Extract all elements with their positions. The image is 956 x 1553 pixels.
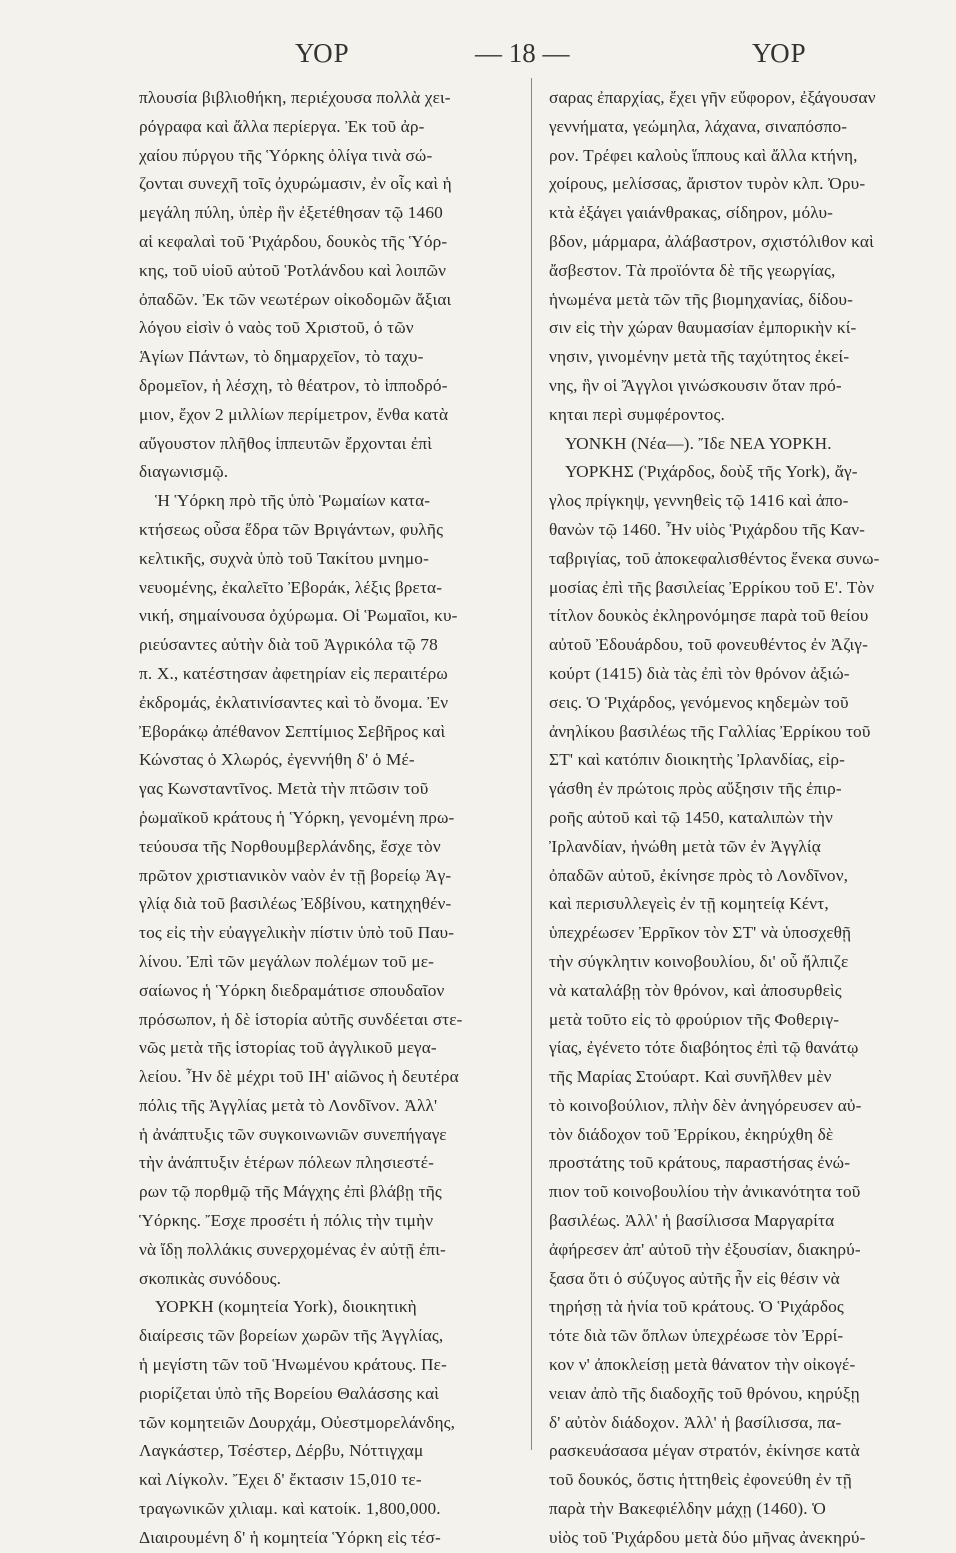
text-line: ἀφήρεσεν ἀπ' αὐτοῦ τὴν ἐξουσίαν, διακηρύ- (549, 1239, 861, 1259)
text-line: νευομένης, ἐκαλεῖτο Ἐβοράκ, λέξις βρετα- (139, 577, 443, 597)
text-line: χοίρους, μελίσσας, ἄριστον τυρὸν κλπ. Ὀρυ- (549, 174, 866, 194)
text-line: ῥωμαϊκοῦ κράτους ἡ Ὑόρκη, γενομένη πρω- (139, 807, 455, 827)
text-line: ἡνωμένα μετὰ τῶν τῆς βιομηχανίας, δίδου- (549, 289, 853, 309)
text-line: τότε διὰ τῶν ὅπλων ὑπεχρέωσε τὸν Ἐρρί- (549, 1326, 844, 1346)
text-line: αὐτοῦ Ἐδουάρδου, τοῦ φονευθέντος ἐν Ἀζιγ- (549, 635, 868, 655)
text-line: τηρήσῃ τὰ ἡνία τοῦ κράτους. Ὁ Ῥιχάρδος (549, 1297, 844, 1317)
text-line: καὶ Λίγκολν. Ἔχει δ' ἔκτασιν 15,010 τε- (139, 1470, 422, 1490)
text-line: ὀπαδῶν. Ἐκ τῶν νεωτέρων οἰκοδομῶν ἄξιαι (139, 289, 452, 309)
text-line: ρον. Τρέφει καλοὺς ἵππους καὶ ἄλλα κτήνη, (549, 145, 858, 165)
text-line: ΥΟΡΚΗΣ (Ῥιχάρδος, δοὺξ τῆς York), ἄγ- (565, 462, 858, 482)
text-line: ρων τῷ πορθμῷ τῆς Μάγχης ἐπὶ βλάβῃ τῆς (139, 1182, 442, 1202)
text-line: Ὑόρκης. Ἔσχε προσέτι ἡ πόλις τὴν τιμὴν (139, 1211, 434, 1231)
text-line: μεγάλη πύλη, ὑπὲρ ἣν ἐξετέθησαν τῷ 1460 (139, 203, 443, 223)
text-line: Διαιρουμένη δ' ἡ κομητεία Ὑόρκη εἰς τέσ- (139, 1527, 441, 1547)
text-line: καὶ περισυλλεγεὶς ἐν τῇ κομητείᾳ Κέντ, (549, 894, 829, 914)
text-line: διαγωνισμῷ. (139, 462, 229, 482)
text-line: ἄσβεστον. Τὰ προϊόντα δὲ τῆς γεωργίας, (549, 260, 836, 280)
text-line: ἡ μεγίστη τῶν τοῦ Ἡνωμένου κράτους. Πε- (139, 1355, 447, 1375)
text-line: τῆς Μαρίας Στούαρτ. Καὶ συνῆλθεν μὲν (549, 1067, 832, 1087)
text-line: τὸν διάδοχον τοῦ Ἐρρίκου, ἐκηρύχθη δὲ (549, 1124, 834, 1144)
text-line: Κώνστας ὁ Χλωρός, ἐγεννήθη δ' ὁ Μέ- (139, 750, 415, 770)
text-line: ὀπαδῶν αὐτοῦ, ἐκίνησε πρὸς τὸ Λονδῖνον, (549, 865, 849, 885)
text-line: θανὼν τῷ 1460. Ἦν υἱὸς Ῥιχάρδου τῆς Καν- (549, 519, 866, 539)
text-line: τραγωνικῶν χιλιαμ. καὶ κατοίκ. 1,800,000. (139, 1499, 441, 1519)
text-line: ΥΟΝΚΗ (Νέα—). Ἴδε ΝΕΑ ΥΟΡΚΗ. (565, 433, 832, 453)
text-line: γάσθη ἐν πρώτοις πρὸς αὔξησιν τῆς ἐπιρ- (549, 779, 842, 799)
text-line: νειαν ἀπὸ τῆς διαδοχῆς τοῦ θρόνου, κηρύξῃ (549, 1383, 860, 1403)
text-line: κτὰ ἐξάγει γαιάνθρακας, σίδηρον, μόλυ- (549, 203, 834, 223)
text-line: νης, ἣν οἱ Ἄγγλοι γινώσκουσιν ὅταν πρό- (549, 375, 842, 395)
text-line: τῶν κομητειῶν Δουρχάμ, Οὐεστμορελάνδης, (139, 1412, 456, 1432)
page-number: — 18 — (475, 38, 570, 68)
text-line: μετὰ τοῦτο εἰς τὸ φρούριον τῆς Φοθεριγ- (549, 1009, 840, 1029)
text-line: τὸ κοινοβούλιον, πλὴν δὲν ἀνηγόρευσεν αὐ- (549, 1095, 862, 1115)
text-line: ὑπεχρέωσεν Ἐρρῖκον τὸν ΣΤ' νὰ ὑποσχεθῇ (549, 923, 852, 943)
text-line: δρομεῖον, ἡ λέσχη, τὸ θέατρον, τὸ ἱπποδρό- (139, 375, 448, 395)
text-line: κτήσεως οὖσα ἕδρα τῶν Βριγάντων, φυλῆς (139, 519, 444, 539)
text-line: σαρας ἐπαρχίας, ἔχει γῆν εὔφορον, ἐξάγουσαν (549, 88, 876, 107)
column-divider (531, 78, 532, 1450)
text-line: γλος πρίγκηψ, γεννηθεὶς τῷ 1416 καὶ ἀπο- (549, 491, 849, 511)
text-line: τος εἰς τὴν εὐαγγελικὴν πίστιν ὑπὸ τοῦ Παυ- (139, 923, 455, 943)
text-line: γίας, ἐγένετο τότε διαβόητος ἐπὶ τῷ θανάτῳ (549, 1038, 859, 1058)
text-line: νησιν, γινομένην μετὰ τῆς ταχύτητος ἐκεί- (549, 347, 850, 367)
text-line: πρόσωπον, ἡ δὲ ἱστορία αὐτῆς συνδέεται στε- (139, 1009, 463, 1029)
text-line: διαίρεσις τῶν βορείων χωρῶν τῆς Ἀγγλίας, (139, 1326, 444, 1346)
text-line: κελτικῆς, συχνὰ ὑπὸ τοῦ Τακίτου μνημο- (139, 548, 430, 568)
text-line: ροῆς αὐτοῦ καὶ τῷ 1450, καταλιπὼν τὴν (549, 807, 833, 827)
text-line: τεύουσα τῆς Νορθουμβερλάνδης, ἔσχε τὸν (139, 836, 441, 856)
text-line: τίτλον δουκὸς ἐκληρονόμησε παρὰ τοῦ θείου (549, 606, 869, 626)
text-line: λόγου εἰσὶν ὁ ναὸς τοῦ Χριστοῦ, ὁ τῶν (139, 318, 414, 338)
text-line: ἐκδρομάς, ἐκλατινίσαντες καὶ τὸ ὄνομα. Ἐν (139, 692, 449, 712)
text-line: Λαγκάστερ, Τσέστερ, Δέρβυ, Νόττιγχαμ (139, 1441, 424, 1461)
text-line: Ἰρλανδίαν, ἡνώθη μετὰ τῶν ἐν Ἀγγλίᾳ (549, 836, 821, 856)
text-line: μιον, ἔχον 2 μιλλίων περίμετρον, ἔνθα κατὰ (139, 404, 449, 424)
text-line: αἱ κεφαλαὶ τοῦ Ῥιχάρδου, δουκὸς τῆς Ὑόρ- (139, 231, 448, 251)
text-line: λείου. Ἦν δὲ μέχρι τοῦ ΙΗ' αἰῶνος ἡ δευτέρα (139, 1067, 459, 1087)
text-line: ρασκευάσασα μέγαν στρατόν, ἐκίνησε κατὰ (549, 1441, 860, 1461)
text-line: σκοπικὰς συνόδους. (139, 1268, 282, 1288)
text-line: πρῶτον χριστιανικὸν ναὸν ἐν τῇ βορείῳ Ἀγ- (139, 865, 452, 885)
text-line: προστάτης τοῦ κράτους, παραστήσας ἐνώ- (549, 1153, 851, 1173)
header-right-word: ΥΟΡ (752, 38, 807, 68)
text-line: ταβριγίας, τοῦ ἀποκεφαλισθέντος ἕνεκα συνω- (549, 548, 880, 568)
text-line: νὰ καταλάβῃ τὸν θρόνον, καὶ ἀποσυρθεὶς (549, 980, 842, 1000)
text-line: παρὰ τὴν Βακεφιέλδην μάχῃ (1460). Ὁ (549, 1499, 826, 1519)
text-line: νῶς μετὰ τῆς ἱστορίας τοῦ ἀγγλικοῦ μεγα- (139, 1038, 437, 1058)
text-line: σεις. Ὁ Ῥιχάρδος, γενόμενος κηδεμὼν τοῦ (549, 692, 849, 712)
text-line: λίνου. Ἐπὶ τῶν μεγάλων πολέμων τοῦ με- (139, 951, 435, 971)
text-line: σιν εἰς τὴν χώραν θαυμασίαν ἐμπορικὴν κί- (549, 318, 857, 338)
text-line: Ἐβοράκῳ ἀπέθανον Σεπτίμιος Σεβῆρος καὶ (139, 721, 446, 741)
text-line: τοῦ δουκός, ὅστις ἡττηθεὶς ἐφονεύθη ἐν τῇ (549, 1470, 852, 1490)
right-column (549, 84, 924, 1553)
text-line: νὰ ἴδῃ πολλάκις συνερχομένας ἐν αὐτῇ ἐπι- (139, 1239, 446, 1259)
text-line: κον ν' ἀποκλείσῃ μετὰ θάνατον τὴν οἰκογέ- (549, 1355, 856, 1375)
text-line: δ' αὐτὸν διάδοχον. Ἀλλ' ἡ βασίλισσα, πα- (549, 1412, 842, 1432)
text-line: κούρτ (1415) διὰ τὰς ἐπὶ τὸν θρόνον ἀξιώ- (549, 663, 850, 683)
text-line: ἡ ἀνάπτυξις τῶν συγκοινωνιῶν συνεπήγαγε (139, 1124, 447, 1144)
text-line: κης, τοῦ υἱοῦ αὐτοῦ Ῥοτλάνδου καὶ λοιπῶν (139, 260, 447, 280)
text-line: Ἡ Ὑόρκη πρὸ τῆς ὑπὸ Ῥωμαίων κατα- (155, 491, 431, 511)
text-line: ΥΟΡΚΗ (κομητεία York), διοικητικὴ (155, 1297, 417, 1317)
text-line: βασιλέως. Ἀλλ' ἡ βασίλισσα Μαργαρίτα (549, 1211, 835, 1231)
text-line: κηται περὶ συμφέροντος. (549, 404, 725, 424)
page-header (130, 30, 820, 72)
text-line: τὴν σύγκλητιν κοινοβουλίου, δι' οὗ ἤλπιζε (549, 951, 849, 971)
text-line: ριεύσαντες αὐτὴν διὰ τοῦ Ἀγρικόλα τῷ 78 (139, 635, 438, 655)
text-line: μοσίας ἐπὶ τῆς βασιλείας Ἐρρίκου τοῦ Ε'. Τὸν (549, 577, 875, 597)
text-line: ριορίζεται ὑπὸ τῆς Βορείου Θαλάσσης καὶ (139, 1383, 440, 1403)
text-line: χαίου πύργου τῆς Ὑόρκης ὀλίγα τινὰ σώ- (139, 145, 433, 165)
text-line: ξασα ὅτι ὁ σύζυγος αὐτῆς ἦν εἰς θέσιν νὰ (549, 1268, 840, 1288)
text-line: γλίᾳ διὰ τοῦ βασιλέως Ἐδβίνου, κατηχηθέν- (139, 894, 452, 914)
text-line: βδον, μάρμαρα, ἀλάβαστρον, σχιστόλιθον καὶ (549, 231, 874, 251)
header-left-word: ΥΟΡ (295, 38, 350, 68)
text-line: ΣΤ' καὶ κατόπιν διοικητὴς Ἰρλανδίας, εἰρ- (549, 750, 846, 770)
text-line: γεννήματα, γεώμηλα, λάχανα, σιναπόσπο- (549, 116, 848, 136)
left-column (139, 84, 511, 1553)
text-line: τὴν ἀνάπτυξιν ἑτέρων πόλεων πλησιεστέ- (139, 1153, 435, 1173)
text-line: αὔγουστον πλῆθος ἱππευτῶν ἔρχονται ἐπὶ (139, 433, 432, 453)
text-line: ρόγραφα καὶ ἄλλα περίεργα. Ἐκ τοῦ ἀρ- (139, 116, 425, 136)
text-line: πιον τοῦ κοινοβουλίου τὴν ἀνικανότητα τοῦ (549, 1182, 861, 1202)
text-line: πλουσία βιβλιοθήκη, περιέχουσα πολλὰ χει- (139, 88, 451, 107)
text-line: υἱὸς τοῦ Ῥιχάρδου μετὰ δύο μῆνας ἀνεκηρύ- (549, 1527, 866, 1547)
text-line: π. Χ., κατέστησαν ἀφετηρίαν εἰς περαιτέρω (139, 663, 448, 683)
text-line: γας Κωνσταντῖνος. Μετὰ τὴν πτῶσιν τοῦ (139, 779, 429, 799)
text-line: νική, σημαίνουσα ὀχύρωμα. Οἱ Ῥωμαῖοι, κυ- (139, 606, 458, 626)
text-line: πόλις τῆς Ἀγγλίας μετὰ τὸ Λονδῖνον. Ἀλλ' (139, 1095, 438, 1115)
text-line: ἀνηλίκου βασιλέως τῆς Γαλλίας Ἐρρίκου τοῦ (549, 721, 871, 741)
text-line: Ἁγίων Πάντων, τὸ δημαρχεῖον, τὸ ταχυ- (139, 347, 424, 367)
text-line: ζονται συνεχῆ τοῖς ὀχυρώμασιν, ἐν οἷς καὶ ἡ (139, 174, 452, 194)
text-line: σαίωνος ἡ Ὑόρκη διεδραμάτισε σπουδαῖον (139, 980, 445, 1000)
